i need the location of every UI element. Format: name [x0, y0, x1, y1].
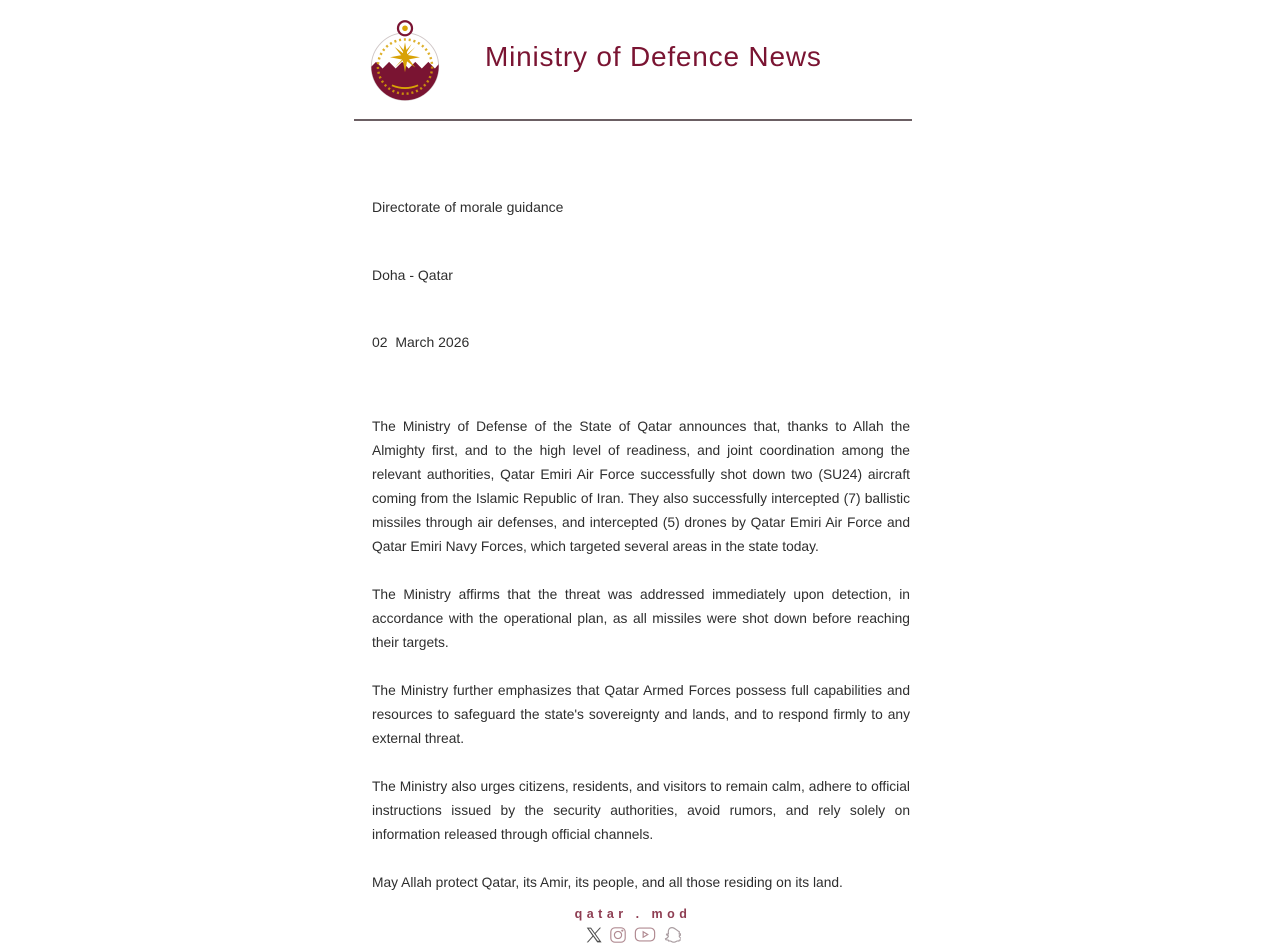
paragraph-advisory: The Ministry also urges citizens, residents, and visitors to remain calm, adhere to official instructions issued by the security authorities, avoid rumors, and rely solely on information released through official channels.: [372, 778, 910, 842]
paragraph-affirmation: The Ministry affirms that the threat was addressed immediately upon detection, in accordance with the operational plan, as all missiles were shot down before reaching their targets.: [372, 586, 910, 650]
header-divider: [354, 119, 912, 121]
paragraph-capabilities: The Ministry further emphasizes that Qatar Armed Forces possess full capabilities and resources to safeguard the state's sovereignty and lands, and to respond firmly to any external threat.: [372, 682, 910, 746]
snapchat-icon[interactable]: [663, 926, 681, 944]
meta-location: Doha - Qatar: [372, 266, 453, 283]
qatar-mod-emblem-icon: [367, 18, 443, 104]
youtube-icon[interactable]: [634, 926, 656, 943]
social-icons-row: [354, 925, 912, 945]
body-text: [372, 415, 910, 895]
social-handle: qatar . mod: [574, 906, 692, 921]
mod-emblem-logo: [367, 18, 443, 104]
paragraph-announcement: The Ministry of Defense of the State of Qatar announces that, thanks to Allah the Almighty first, and to the high level of readiness, and joint coordination among the relevant authorities, Qatar Emiri Air Force successfully shot down two (SU24) aircraft coming from the Islamic Republic of Iran. They also successfully intercepted (7) ballistic missiles through air defenses, and intercepted (5) drones by Qatar Emiri Air Force and Qatar Emiri Navy Forces, which targeted several areas in the state today.: [372, 418, 910, 554]
document-header: [354, 0, 912, 104]
document-footer: [354, 907, 912, 945]
x-icon[interactable]: [586, 927, 602, 943]
page-title: Ministry of Defence News: [485, 41, 822, 72]
meta-block: [372, 151, 912, 399]
meta-department: Directorate of morale guidance: [372, 199, 564, 215]
instagram-icon[interactable]: [609, 926, 627, 944]
press-release-document: [354, 0, 912, 945]
closing-line: May Allah protect Qatar, its Amir, its people, and all those residing on its land.: [372, 874, 843, 890]
meta-date: 02 March 2026: [372, 334, 470, 350]
